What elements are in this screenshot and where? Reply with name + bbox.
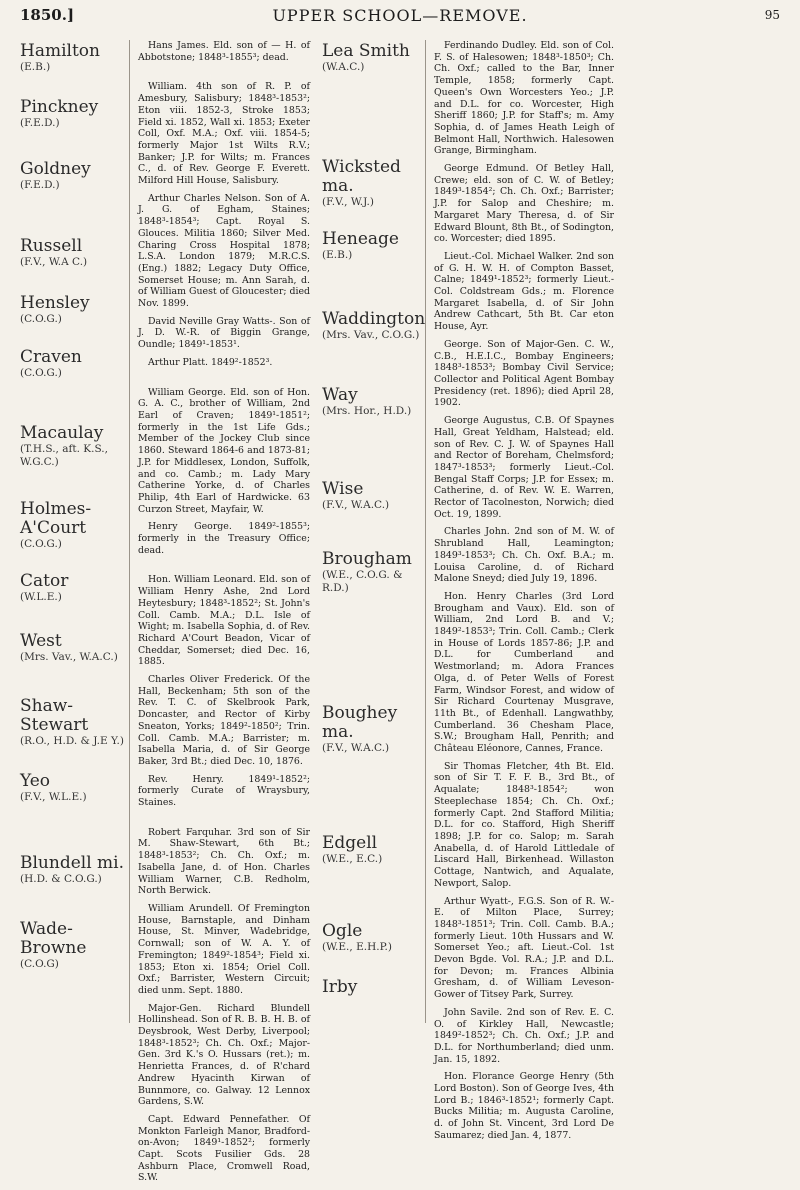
name-label: Holmes-A'Court (C.O.G.) (20, 499, 92, 550)
name-label: Hensley (C.O.G.) (20, 293, 90, 325)
entry-paragraph: Charles John. 2nd son of M. W. of Shrubland Hall, Leamington; 1849³-1853³; Ch. Ch. Oxf. B.A.; m. Louisa Caroline, d. of Richard Malone Sneyd; died July 19, 1896. (434, 526, 614, 585)
name-label: Irby (322, 977, 358, 997)
name-label: Wade-Browne (C.O.G) (20, 919, 87, 970)
name-label: Heneage (E.B.) (322, 229, 399, 261)
entry-paragraph: Capt. Edward Pennefather. Of Monkton Farleigh Manor, Bradford-on-Avon; 1849¹-1852²; formerly Capt. Scots Fusilier Gds. 28 Ashburn Place, Cromwell Road, S.W. (138, 1113, 310, 1184)
name-label: Cator (W.L.E.) (20, 571, 69, 603)
name-label: Way (Mrs. Hor., H.D.) (322, 385, 412, 417)
name-label: Lea Smith (W.A.C.) (322, 41, 410, 73)
name-label: Edgell (W.E., E.C.) (322, 833, 383, 865)
name-label: Macaulay (T.H.S., aft. K.S., W.G.C.) (20, 423, 108, 468)
entry-paragraph: Sir Thomas Fletcher, 4th Bt. Eld. son of Sir T. F. F. B., 3rd Bt., of Aqualate; 1848³-1854²; won Steeplechase 1854; Ch. Ch. Oxf.; formerly Capt. 2nd Stafford Militia; D.L. for co. Stafford, High Sheriff 1898; J.P. for co. Salop; m. Sarah Anabella, d. of Harold Littledale of Liscard Hall, Birkenhead. Willaston Cottage, Nantwich, and Aqualate, Newport, Salop. (434, 760, 614, 889)
name-label: Shaw-Stewart (R.O., H.D. & J.E Y.) (20, 696, 124, 747)
entry-paragraph: Rev. Henry. 1849¹-1852²; formerly Curate of Wraysbury, Staines. (138, 773, 310, 809)
entry-paragraph: John Savile. 2nd son of Rev. E. C. O. of Kirkley Hall, Newcastle; 1849²-1852³; Ch. Ch. Oxf.; J.P. and D.L. for Northumberland; died unm. Jan. 15, 1892. (434, 1006, 614, 1065)
name-label: Pinckney (F.E.D.) (20, 97, 99, 129)
name-label: Yeo (F.V., W.L.E.) (20, 771, 87, 803)
entry-paragraph: Hans James. Eld. son of — H. of Abbotstone; 1848³-1855³; dead. (138, 40, 310, 63)
name-label: Hamilton (E.B.) (20, 41, 100, 73)
name-label: Brougham (W.E., C.O.G. & R.D.) (322, 549, 412, 594)
entry-paragraph: George. Son of Major-Gen. C. W., C.B., H.E.I.C., Bombay Engineers; 1848³-1853³; Bombay Civil Service; Collector and Political Agent Bombay Presidency (ret. 1896); died April 28, 1902. (434, 338, 614, 409)
page-number: 95 (764, 8, 780, 22)
name-label: Russell (F.V., W.A C.) (20, 236, 88, 268)
entry-paragraph: Lieut.-Col. Michael Walker. 2nd son of G. H. W. H. of Compton Basset, Calne; 1849¹-1852³; formerly Lieut.-Col. Coldstream Gds.; m. Florence Margaret Isabella, d. of Sir John Andrew Cathcart, 5th Bt. Car eton House, Ayr. (434, 250, 614, 333)
entry-paragraph: David Neville Gray Watts-. Son of J. D. W.-R. of Biggin Grange, Oundle; 1849¹-1853¹. (138, 315, 310, 351)
entry-paragraph: George Augustus, C.B. Of Spaynes Hall, Great Yeldham, Halstead; eld. son of Rev. C. J. W. of Spaynes Hall and Rector of Boreham, Chelmsford; 1847³-1853³; formerly Lieut.-Col. Bengal Staff Corps; J.P. for Essex; m. Catherine, d. of Rev. W. E. Warren, Rector of Tacolneston, Norwich; died Oct. 19, 1899. (434, 415, 614, 520)
page-header (0, 0, 800, 34)
name-label: Craven (C.O.G.) (20, 347, 82, 379)
entry-paragraph: Arthur Charles Nelson. Son of A. J. G. of Egham, Staines; 1848³-1854³; Capt. Royal S. Glouces. Militia 1860; Silver Med. Charing Cross Hospital 1878; L.S.A. London 1879; M.R.C.S. (Eng.) 1882; Legacy Duty Office, Somerset House; m. Ann Sarah, d. of William Guest of Gloucester; died Nov. 1899. (138, 192, 311, 310)
entry-paragraph: George Edmund. Of Betley Hall, Crewe; eld. son of C. W. of Betley; 1849³-1854²; Ch. Ch. Oxf.; Barrister; J.P. for Salop and Cheshire; m. Margaret Mary Theresa, d. of Sir Edward Blount, 8th Bt., of Sodington, co. Worcester; died 1895. (434, 163, 614, 245)
name-label: West (Mrs. Vav., W.A.C.) (20, 631, 118, 663)
entry-paragraph: William George. Eld. son of Hon. G. A. C., brother of William, 2nd Earl of Craven; 1849¹-1851²; formerly in the 1st Life Gds.; Member of the Jockey Club since 1860. Steward 1864-6 and 1873-81; J.P. for Middlesex, London, Suffolk, and co. Camb.; m. Lady Mary Catherine Yorke, d. of Charles Philip, 4th Earl of Hardwicke. 63 Curzon Street, Mayfair, W. (138, 386, 310, 515)
name-label: Boughey ma. (F.V., W.A.C.) (322, 703, 398, 754)
entry-paragraph: William. 4th son of R. P. of Amesbury, Salisbury; 1848³-1853²; Eton viii. 1852-3, Stroke 1853; Field xi. 1852, Wall xi. 1853; Exeter Coll, Oxf. M.A.; Oxf. viii. 1854-5; formerly Major 1st Wilts R.V.; Banker; J.P. for Wilts; m. Frances C., d. of Rev. George F. Everett. Milford Hill House, Salisbury. (138, 81, 310, 187)
column-divider (129, 40, 130, 1023)
entry-paragraph: Robert Farquhar. 3rd son of Sir M. Shaw-Stewart, 6th Bt.; 1848³-1853²; Ch. Ch. Oxf.; m. Isabella Jane, d. of Hon. Charles William Warner, C.B. Redholm, North Berwick. (138, 826, 310, 897)
entry-paragraph: Arthur Platt. 1849²-1852³. (148, 356, 273, 368)
name-label: Waddington (Mrs. Vav., C.O.G.) (322, 309, 426, 341)
entry-paragraph: Hon. William Leonard. Eld. son of William Henry Ashe, 2nd Lord Heytesbury; 1848³-1852²; St. John's Coll. Camb. M.A.; D.L. Isle of Wight; m. Isabella Sophia, d. of Rev. Richard A'Court Beadon, Vicar of Cheddar, Somerset; died Dec. 16, 1885. (138, 574, 310, 668)
entry-paragraph: Hon. Florance George Henry (5th Lord Boston). Son of George Ives, 4th Lord B.; 1846³-1852¹; formerly Capt. Bucks Militia; m. Augusta Caroline, d. of John St. Vincent, 3rd Lord De Saumarez; died Jan. 4, 1877. (434, 1071, 614, 1141)
name-label: Blundell mi. (H.D. & C.O.G.) (20, 853, 125, 885)
left-entry-column (138, 40, 310, 1190)
entry-paragraph: Major-Gen. Richard Blundell Hollinshead. Son of R. B. B. H. B. of Deysbrook, West Derby, Liverpool; 1848³-1852³; Ch. Ch. Oxf.; Major-Gen. 3rd K.'s O. Hussars (ret.); m. Henrietta Frances, d. of R'chard Andrew Hyacinth Kirwan of Bunnmore, co. Galway. 12 Lennox Gardens, S.W. (138, 1002, 310, 1108)
entry-paragraph: William Arundell. Of Fremington House, Barnstaple, and Dinham House, St. Minver, Wadebridge, Cornwall; son of W. A. Y. of Fremington; 1849²-1854³; Field xi. 1853; Eton xi. 1854; Oriel Coll. Oxf.; Barrister, Western Circuit; died unm. Sept. 1880. (138, 903, 310, 996)
entry-paragraph: Hon. Henry Charles (3rd Lord Brougham and Vaux). Eld. son of William, 2nd Lord B. and V.; 1849²-1853³; Trin. Coll. Camb.; Clerk in House of Lords 1857-86; J.P. and D.L. for Cumberland and Westmorland; m. Adora Frances Olga, d. of Peter Wells of Forest Farm, Windsor Forest, and widow of Sir Richard Courtenay Musgrave, 11th Bt., of Edenhall. Langwathby, Cumberland. 36 Chesham Place, S.W.; Brougham Hall, Penrith; and Château Eléonore, Cannes, France. (434, 590, 614, 755)
name-label: Wise (F.V., W.A.C.) (322, 479, 390, 511)
entry-paragraph: Henry George. 1849²-1855³; formerly in the Treasury Office; dead. (138, 521, 310, 556)
name-label: Goldney (F.E.D.) (20, 159, 91, 191)
entry-paragraph: Ferdinando Dudley. Eld. son of Col. F. S. of Halesowen; 1848³-1850³; Ch. Ch. Oxf.; called to the Bar, Inner Temple, 1858; formerly Capt. Queen's Own Worcesters Yeo.; J.P. and D.L. for co. Worcester, High Sheriff 1860; J.P. for Staff's; m. Amy Sophia, d. of James Heath Leigh of Belmont Hall, Northwich. Halesowen Grange, Birmingham. (434, 40, 614, 157)
name-label: Ogle (W.E., E.H.P.) (322, 921, 392, 953)
page-year: 1850.] (20, 6, 75, 24)
name-label: Wicksted ma. (F.V., W.J.) (322, 157, 401, 208)
right-entry-column (434, 40, 614, 1148)
entry-paragraph: Arthur Wyatt-, F.G.S. Son of R. W.-E. of Milton Place, Surrey; 1848³-1851³; Trin. Coll. Camb. B.A.; formerly Lieut. 10th Hussars and W. Somerset Yeo.; aft. Lieut.-Col. 1st Devon Bgde. Vol. R.A.; J.P. and D.L. for Devon; m. Frances Albinia Gresham, d. of William Leveson-Gower of Titsey Park, Surrey. (434, 895, 614, 1001)
entry-paragraph: Charles Oliver Frederick. Of the Hall, Beckenham; 5th son of the Rev. T. C. of Skelbrook Park, Doncaster, and Rector of Kirby Sneaton, Yorks; 1849²-1850²; Trin. Coll. Camb. M.A.; Barrister; m. Isabella Maria, d. of Sir George Baker, 3rd Bt.; died Dec. 10, 1876. (138, 674, 310, 767)
page-title: UPPER SCHOOL—REMOVE. (272, 6, 528, 25)
